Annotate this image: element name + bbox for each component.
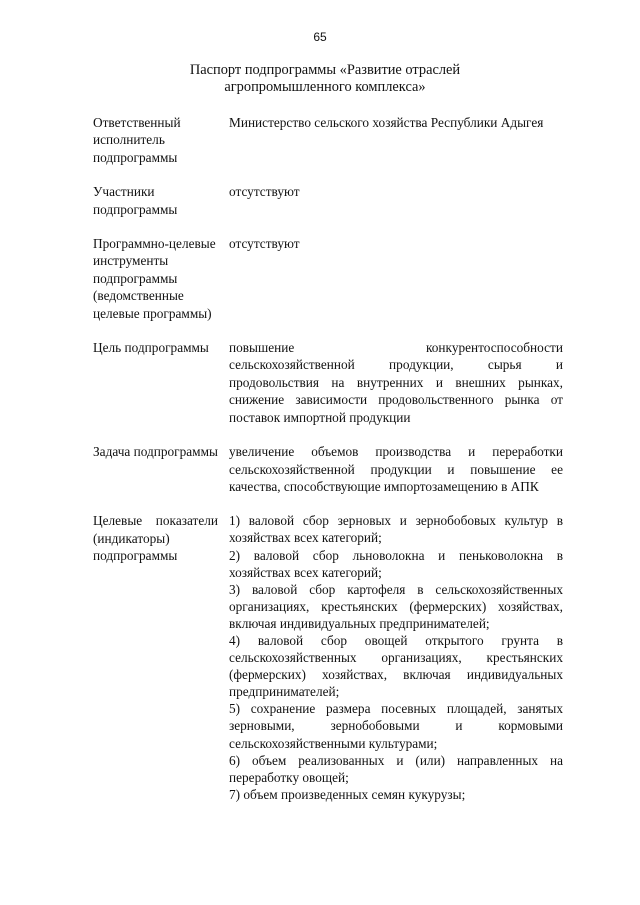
executor-value: Министерство сельского хозяйства Республики Адыгея: [229, 115, 544, 130]
participants-label: Участники подпрограммы: [93, 184, 178, 217]
row-instruments: [93, 235, 563, 322]
executor-label: Ответственный исполнитель подпрограммы: [93, 115, 181, 165]
indicator-item: 7) объем произведенных семян кукурузы;: [229, 786, 466, 802]
instruments-label: Программно-целевые инструменты подпрограммы (ведомственные целевые программы): [93, 236, 216, 321]
indicator-item: 3) валовой сбор картофеля в сельскохозяйственных организациях, крестьянских (фермерских) хозяйствах, включая индивидуальных предпринимателей;: [229, 581, 563, 631]
title-line-2: агропромышленного комплекса»: [224, 79, 426, 95]
row-participants: [93, 183, 563, 218]
row-indicators: [93, 512, 563, 803]
indicator-item: 4) валовой сбор овощей открытого грунта в сельскохозяйственных организациях, крестьянских (фермерских) хозяйствах, включая индивидуальных предпринимателей;: [229, 632, 563, 700]
task-value: увеличение объемов производства и переработки сельскохозяйственной продукции и повышение ее качества, способствующие импортозамещению в АПК: [229, 444, 563, 494]
indicator-item: 2) валовой сбор льноволокна и пеньковолокна в хозяйствах всех категорий;: [229, 547, 563, 580]
instruments-value: отсутствуют: [229, 236, 300, 252]
indicator-item: 1) валовой сбор зерновых и зернобобовых культур в хозяйствах всех категорий;: [229, 513, 563, 546]
task-label: Задача подпрограммы: [93, 444, 218, 460]
row-executor: [93, 114, 563, 166]
title-line-1: Паспорт подпрограммы «Развитие отраслей: [189, 62, 461, 78]
page-title: [110, 62, 540, 96]
goal-value: повышение конкурентоспособности сельскохозяйственной продукции, сырья и продовольствия на внутренних и внешних рынках, снижение зависимости продовольственного рынка от поставок импортной продукции: [229, 340, 563, 425]
indicator-item: 6) объем реализованных и (или) направленных на переработку овощей;: [229, 752, 563, 785]
indicators-label: Целевые показатели (индикаторы) подпрограммы: [93, 513, 218, 564]
page-number: 65: [313, 30, 327, 44]
row-goal: [93, 339, 563, 426]
participants-value: отсутствуют: [229, 184, 300, 200]
indicators-list: [229, 512, 563, 803]
goal-label: Цель подпрограммы: [93, 340, 209, 356]
passport-table: [93, 114, 563, 820]
indicator-item: 5) сохранение размера посевных площадей, занятых зерновыми, зернобобовыми и кормовыми сельскохозяйственными культурами;: [229, 701, 563, 751]
row-task: [93, 443, 563, 495]
